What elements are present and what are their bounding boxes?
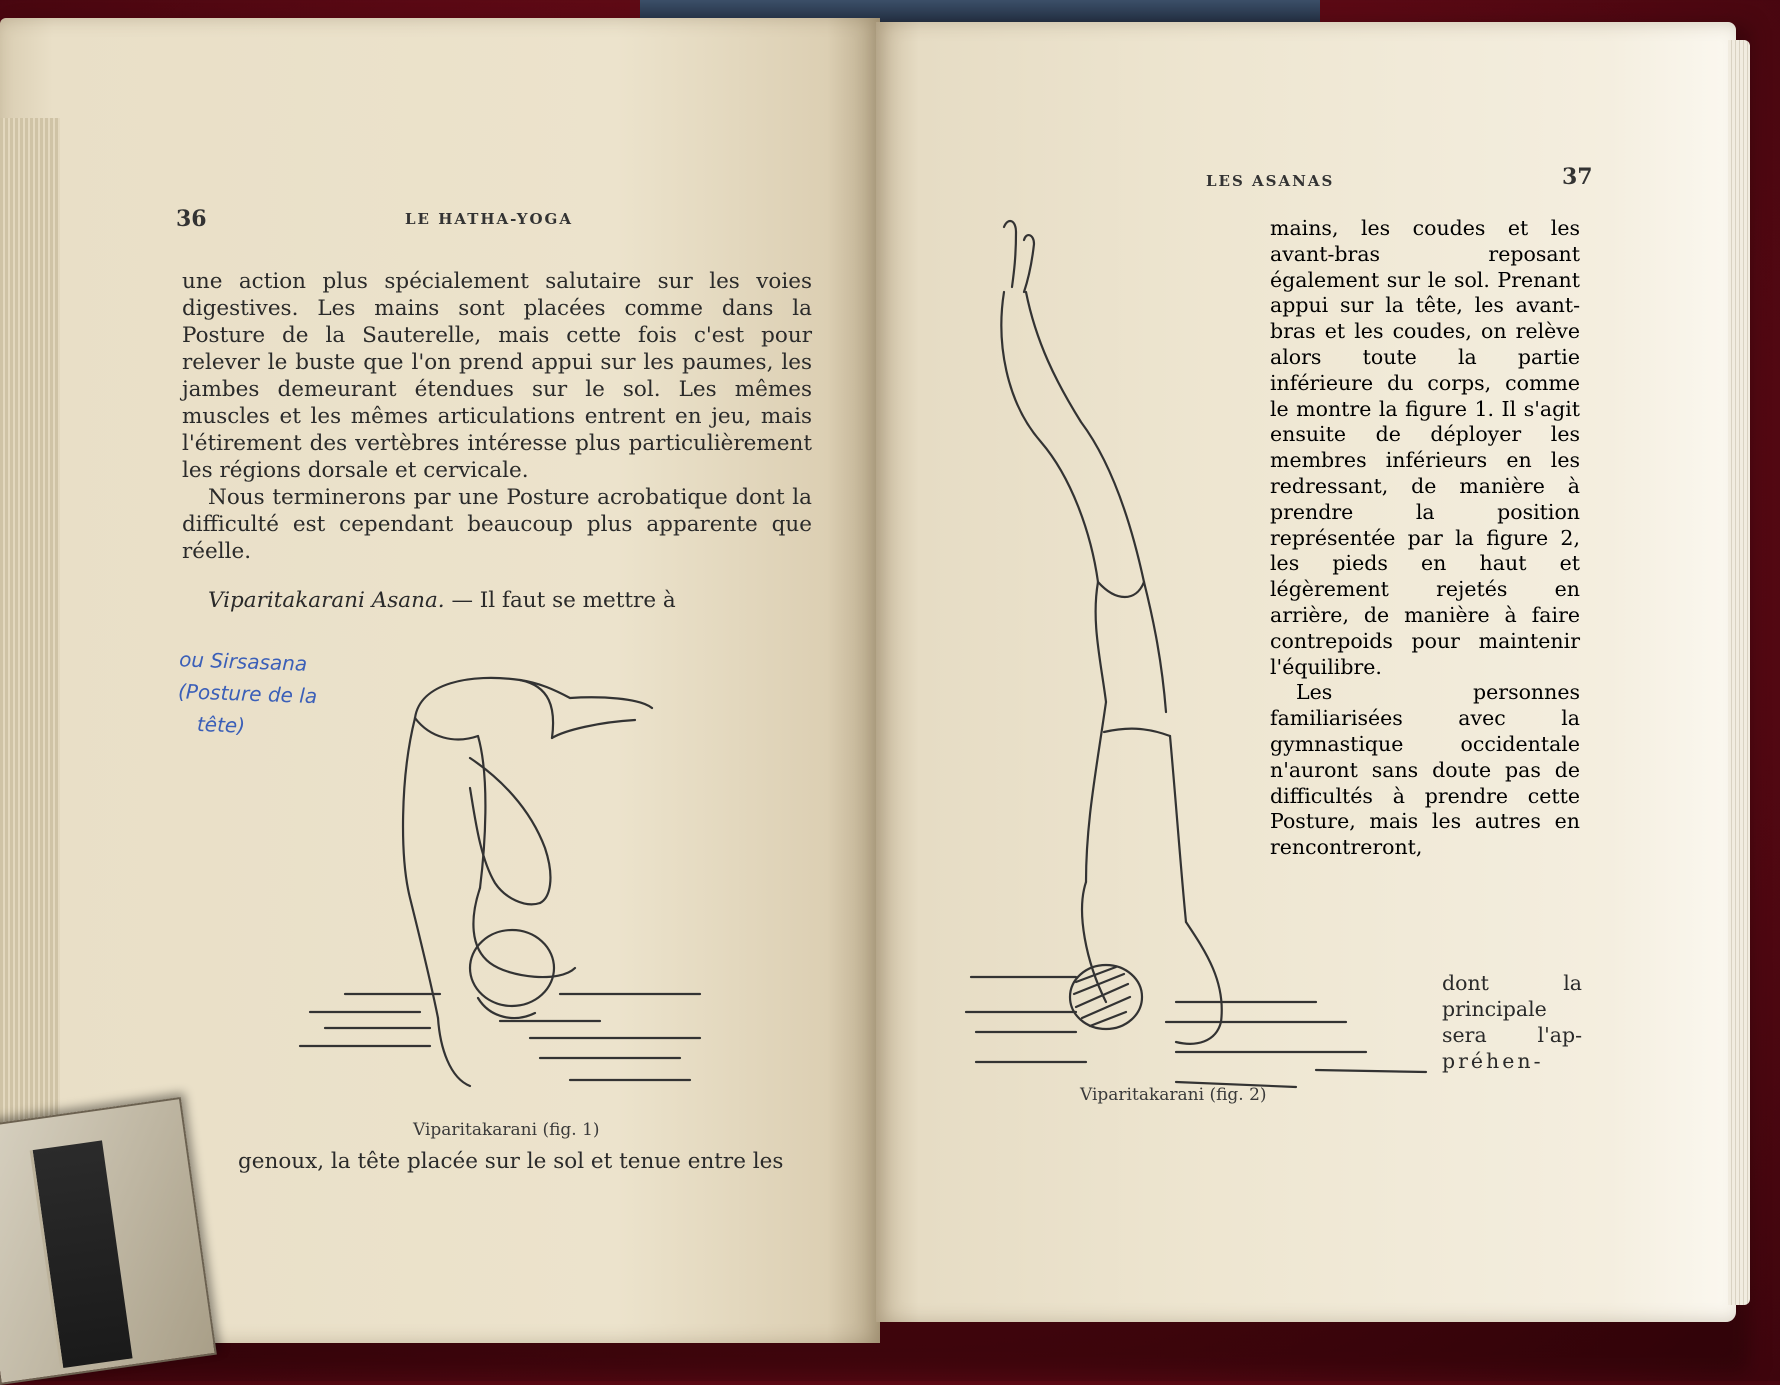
paragraph: mains, les coudes et les avant-bras reposant également sur le sol. Prenant appui sur la tête, les avant-bras et les coudes, on relève alors toute la partie inférieure du corps, comme le montre la figure 1. Il s'agit ensuite de déployer les membres inférieurs en les redressant, de manière à prendre la position représentée par la figure 2, les pieds en haut et légèrement rejetés en arrière, de manière à faire contrepoids pour maintenir l'équilibre. — [1270, 216, 1580, 679]
paragraph: Les personnes familiarisées avec la gymnastique occidentale n'auront sans doute pas de difficultés à prendre cette Posture, mais les autres en rencontreront, — [1270, 680, 1580, 860]
paragraph: genoux, la tête placée sur le sol et tenue entre les — [238, 1149, 784, 1174]
paragraph-text: — Il faut se mettre à — [444, 588, 676, 613]
running-head: LE HATHA-YOGA — [405, 210, 573, 228]
text-line: préhen- — [1442, 1049, 1544, 1073]
left-bottom-text — [238, 1148, 818, 1175]
paragraph: Nous terminerons par une Posture acrobatique dont la difficulté est cependant beaucoup plus apparente que réelle. — [182, 485, 812, 564]
handwritten-line: (Posture de la — [177, 679, 318, 709]
right-text-tail — [1442, 970, 1582, 1074]
running-head: LES ASANAS — [1206, 172, 1335, 190]
handwritten-line: ou Sirsasana — [178, 647, 308, 676]
right-text-block — [1270, 216, 1580, 861]
matchbox-tray — [30, 1140, 133, 1368]
matchbox — [0, 1097, 217, 1385]
text-line: dont la — [1442, 971, 1582, 995]
figure-caption: Viparitakarani (fig. 2) — [1080, 1085, 1267, 1105]
paragraph: une action plus spécialement salutaire sur les voies digestives. Les mains sont placées comme dans la Posture de la Sauterelle, mais cette fois c'est pour relever le buste que l'on prend appui sur les paumes, les jambes demeurant étendues sur le sol. Les mêmes muscles et les mêmes articulations entrent en jeu, mais l'étirement des vertèbres intéresse plus particulièrement les régions dorsale et cervicale. — [182, 269, 812, 483]
text-line: principale — [1442, 997, 1547, 1021]
page-number: 36 — [176, 206, 207, 232]
handwritten-line: tête) — [196, 711, 246, 738]
asana-name: Viparitakarani Asana. — [208, 588, 445, 613]
right-page-edges — [1728, 40, 1750, 1305]
text-line: sera l'ap- — [1442, 1023, 1582, 1047]
figure-caption: Viparitakarani (fig. 1) — [413, 1120, 600, 1140]
page-number: 37 — [1562, 164, 1593, 190]
